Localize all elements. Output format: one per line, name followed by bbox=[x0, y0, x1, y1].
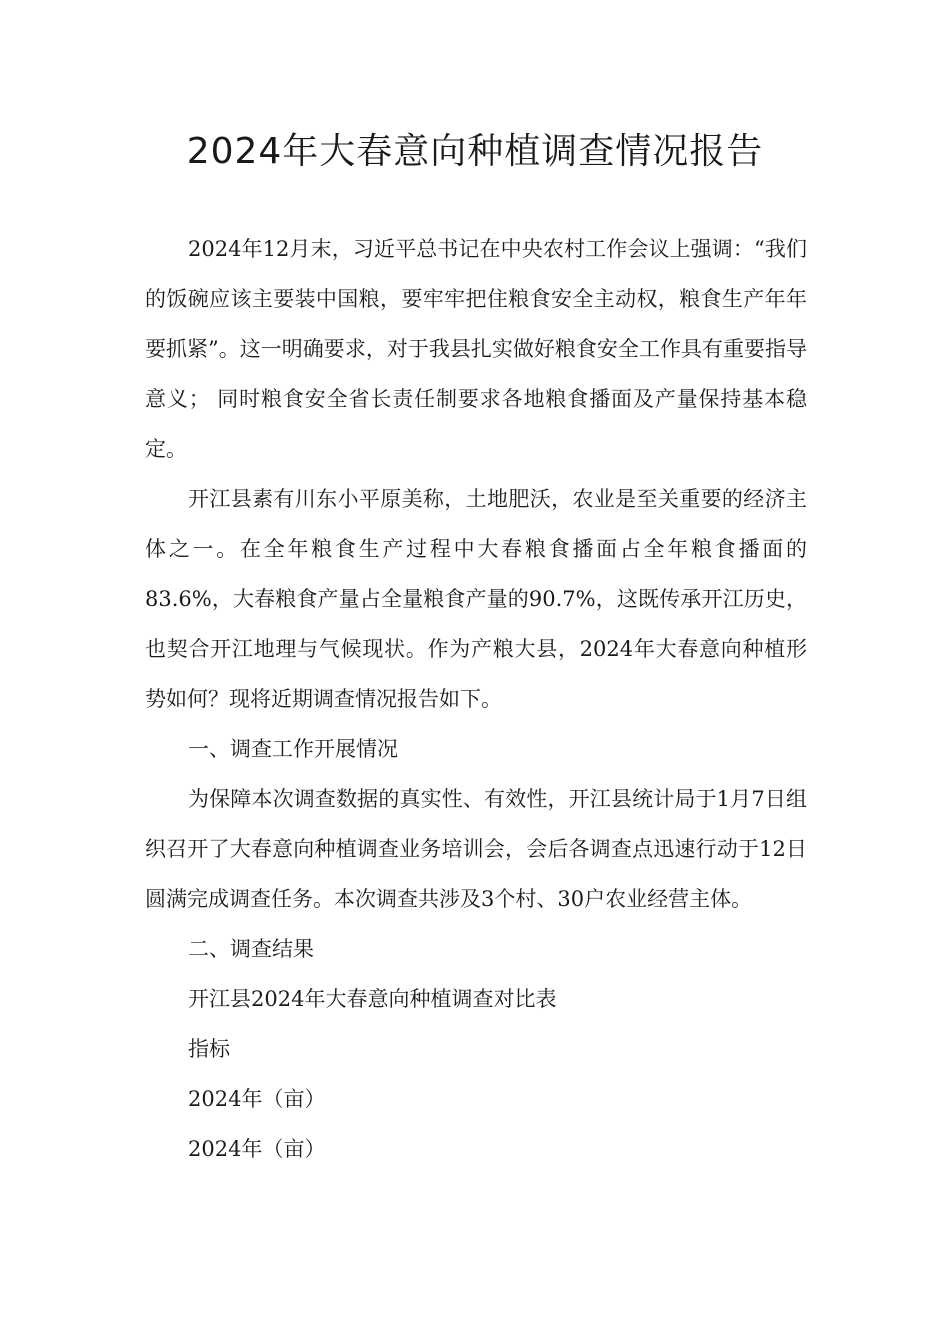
section-1-heading: 一、调查工作开展情况 bbox=[188, 737, 398, 761]
table-cell-year-1: 2024年（亩） bbox=[188, 1087, 326, 1111]
intro-paragraph-2: 开江县素有川东小平原美称，土地肥沃，农业是至关重要的经济主体之一。在全年粮食生产过程中大春粮食播面占全年粮食播面的83.6%，大春粮食产量占全量粮食产量的90.7%，这既传承开江历史，也契合开江地理与气候现状。作为产粮大县，2024年大春意向种植形势如何？现将近期调查情况报告如下。 bbox=[145, 487, 807, 711]
section-2-heading: 二、调查结果 bbox=[188, 937, 314, 961]
document-title: 2024年大春意向种植调查情况报告 bbox=[186, 131, 764, 172]
table-cell-indicator: 指标 bbox=[188, 1037, 230, 1061]
intro-paragraph-1: 2024年12月末，习近平总书记在中央农村工作会议上强调：“我们的饭碗应该主要装中国粮，要牢牢把住粮食安全主动权，粮食生产年年要抓紧”。这一明确要求，对于我县扎实做好粮食安全工作具有重要指导意义； 同时粮食安全省长责任制要求各地粮食播面及产量保持基本稳定。 bbox=[145, 237, 807, 461]
table-cell-year-2: 2024年（亩） bbox=[188, 1137, 326, 1161]
table-caption: 开江县2024年大春意向种植调查对比表 bbox=[188, 987, 557, 1011]
document-body bbox=[145, 224, 807, 1174]
section-1-paragraph: 为保障本次调查数据的真实性、有效性，开江县统计局于1月7日组织召开了大春意向种植调查业务培训会，会后各调查点迅速行动于12日圆满完成调查任务。本次调查共涉及3个村、30户农业经营主体。 bbox=[145, 787, 807, 911]
